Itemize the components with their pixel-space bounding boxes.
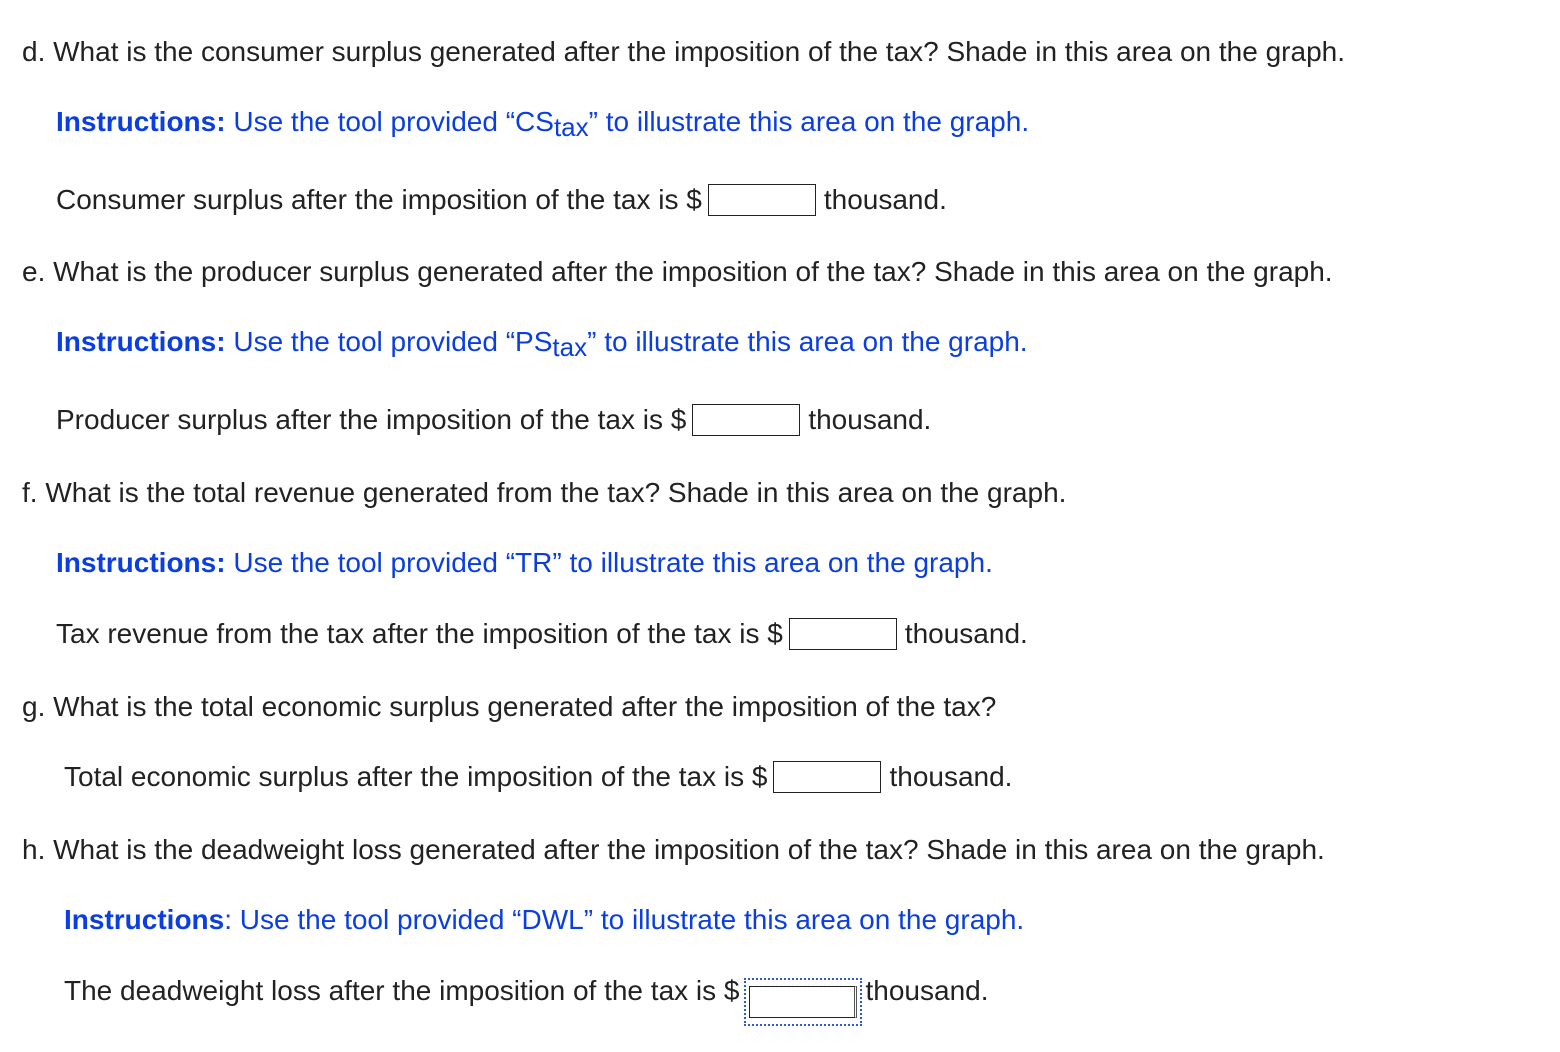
instructions-d: [56, 104, 1029, 140]
question-e: e. What is the producer surplus generated after the imposition of the tax? Shade in this area on the graph.: [22, 256, 1333, 287]
focus-ring: [744, 978, 862, 1026]
consumer-surplus-input[interactable]: [708, 184, 816, 216]
instructions-text: Use the tool provided “TR” to illustrate this area on the graph.: [225, 547, 993, 578]
answer-row-g: [64, 759, 1012, 795]
answer-label-f: Tax revenue from the tax after the imposition of the tax is $: [56, 618, 783, 649]
instructions-f: [56, 545, 993, 581]
instructions-subscript: tax: [552, 332, 588, 362]
deadweight-loss-input[interactable]: [749, 986, 857, 1018]
answer-label-d: Consumer surplus after the imposition of the tax is $: [56, 184, 702, 215]
question-h: h. What is the deadweight loss generated after the imposition of the tax? Shade in this area on the graph.: [22, 834, 1325, 865]
instructions-label: Instructions:: [56, 106, 226, 137]
answer-row-f: [56, 616, 1028, 652]
question-d: d. What is the consumer surplus generated after the imposition of the tax? Shade in this area on the graph.: [22, 36, 1345, 67]
answer-label-g: Total economic surplus after the imposition of the tax is $: [64, 761, 768, 792]
answer-unit-g: thousand.: [889, 761, 1013, 792]
answer-unit-d: thousand.: [823, 184, 947, 215]
producer-surplus-input[interactable]: [692, 404, 800, 436]
answer-unit-e: thousand.: [808, 404, 932, 435]
instructions-text-post: ” to illustrate this area on the graph.: [587, 326, 1028, 357]
question-f: f. What is the total revenue generated from the tax? Shade in this area on the graph.: [22, 477, 1067, 508]
instructions-text-pre: Use the tool provided “PS: [225, 326, 553, 357]
tax-revenue-input[interactable]: [789, 618, 897, 650]
question-g: g. What is the total economic surplus generated after the imposition of the tax?: [22, 691, 997, 722]
instructions-label: Instructions:: [56, 547, 226, 578]
instructions-e: [56, 324, 1028, 360]
instructions-subscript: tax: [553, 112, 589, 142]
answer-row-d: [56, 182, 947, 218]
instructions-text-pre: Use the tool provided “CS: [225, 106, 554, 137]
answer-row-h: [64, 973, 989, 1026]
instructions-label: Instructions:: [56, 326, 226, 357]
answer-label-e: Producer surplus after the imposition of the tax is $: [56, 404, 687, 435]
answer-label-h: The deadweight loss after the imposition of the tax is $: [64, 975, 740, 1006]
instructions-h: [64, 902, 1024, 938]
answer-unit-h: thousand.: [865, 975, 989, 1006]
instructions-text: : Use the tool provided “DWL” to illustrate this area on the graph.: [224, 904, 1025, 935]
answer-row-e: [56, 402, 931, 438]
instructions-label: Instructions: [64, 904, 225, 935]
total-surplus-input[interactable]: [773, 761, 881, 793]
answer-unit-f: thousand.: [904, 618, 1028, 649]
instructions-text-post: ” to illustrate this area on the graph.: [588, 106, 1030, 137]
